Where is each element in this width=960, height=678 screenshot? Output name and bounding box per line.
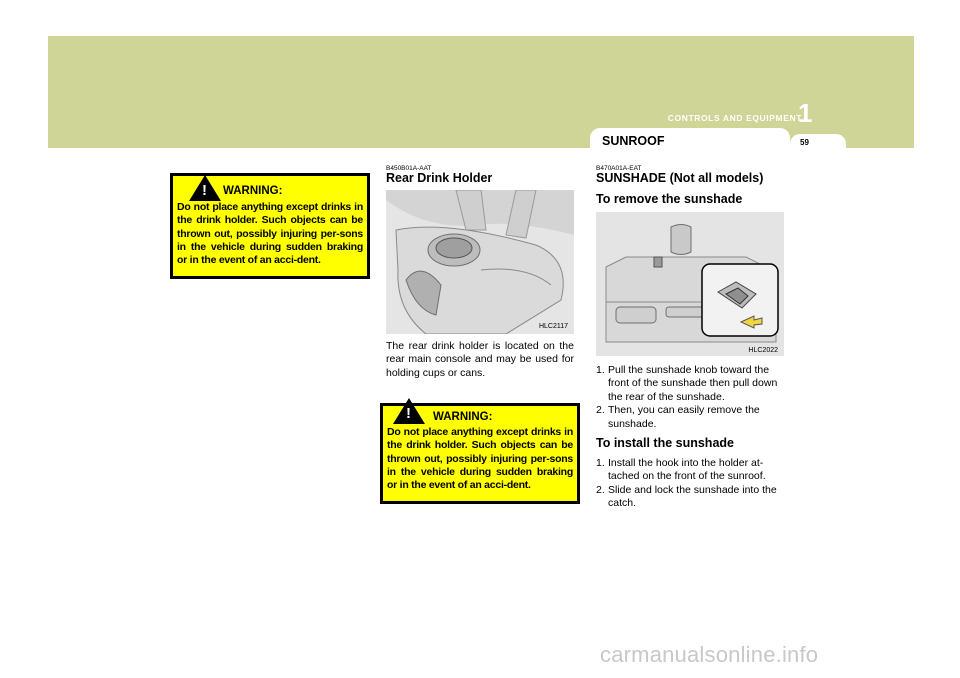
- sunshade-figure: [596, 212, 784, 356]
- exclamation-icon: !: [202, 182, 207, 199]
- drink-holder-figure: [386, 190, 574, 334]
- chapter-number: 1: [798, 98, 813, 128]
- warning-body: Do not place anything except drinks in the drink holder. Such objects can be thrown out, possibly injuring per-sons in the vehicle during sudden braking or in the event of an acci-dent.: [177, 201, 363, 267]
- warning-box-left: [170, 173, 370, 279]
- warning-body: Do not place anything except drinks in the drink holder. Such objects can be thrown out, possibly injuring per-sons in the vehicle during sudden braking or in the event of an acci-dent.: [387, 426, 573, 492]
- install-steps: [596, 457, 784, 511]
- warning-triangle-icon: [189, 175, 221, 201]
- figure-caption: HLC2022: [748, 347, 778, 354]
- section-title: SUNROOF: [602, 134, 665, 148]
- exclamation-icon: !: [406, 405, 411, 422]
- sunshade-illustration: [596, 212, 784, 356]
- sunshade-title: SUNSHADE (Not all models): [596, 171, 764, 185]
- section-tab: [590, 128, 790, 152]
- list-item: 1. Pull the sunshade knob toward the front of the sunshade then pull down the rear of the sunshade.: [596, 364, 778, 403]
- figure-caption: HLC2117: [538, 323, 568, 330]
- warning-title: WARNING:: [433, 411, 493, 423]
- section-code: B450B01A-AAT: [386, 165, 432, 172]
- watermark: carmanualsonline.info: [600, 642, 819, 667]
- drink-holder-title: Rear Drink Holder: [386, 171, 493, 185]
- warning-box-mid: [380, 403, 580, 504]
- list-item: 2. Slide and lock the sunshade into the catch.: [596, 483, 777, 510]
- list-item: 2. Then, you can easily remove the sunshade.: [596, 404, 760, 430]
- warning-title: WARNING:: [223, 185, 283, 197]
- drink-holder-text: The rear drink holder is located on the rear main console and may be used for holding cups or cans.: [386, 340, 574, 379]
- drink-holder-illustration: [386, 190, 574, 334]
- section-code: B470A01A-EAT: [596, 165, 642, 172]
- page-number: 59: [800, 138, 809, 147]
- chapter-label: CONTROLS AND EQUIPMENT: [667, 113, 802, 123]
- remove-steps: [596, 364, 784, 431]
- remove-heading: To remove the sunshade: [596, 192, 743, 206]
- install-heading: To install the sunshade: [596, 436, 734, 450]
- warning-triangle-icon: [393, 398, 425, 424]
- list-item: 1. Install the hook into the holder at-tached on the front of the sunroof.: [596, 457, 766, 483]
- page-tab: [790, 134, 846, 150]
